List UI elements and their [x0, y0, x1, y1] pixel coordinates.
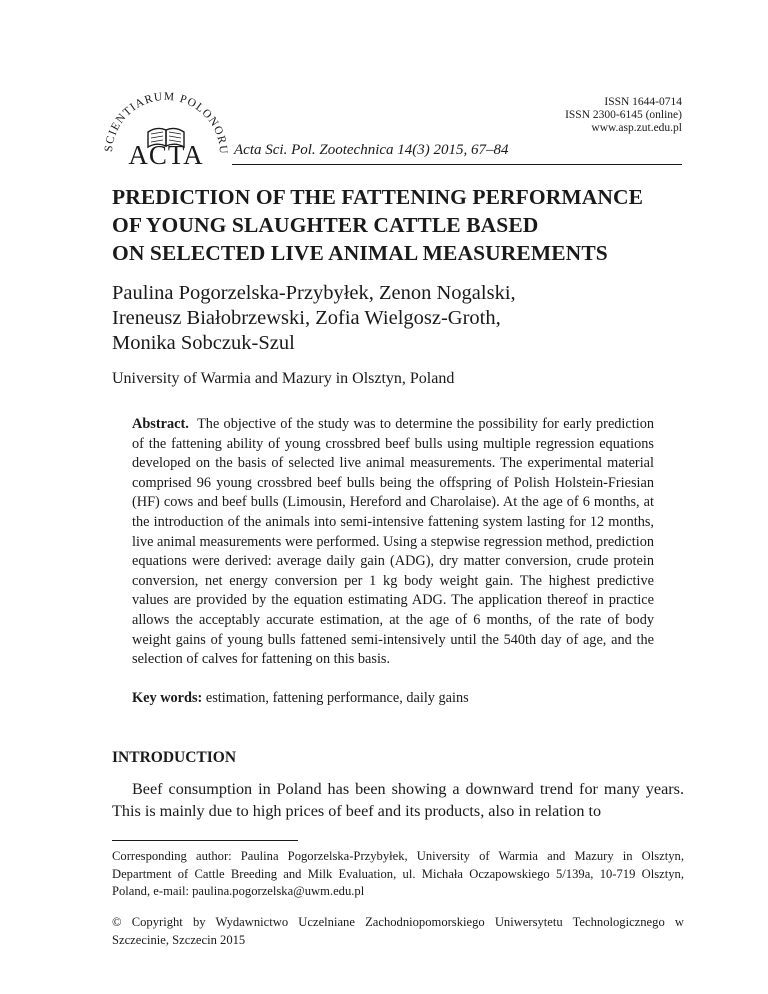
- copyright-notice: © Copyright by Wydawnictwo Uczelniane Zachodniopomorskiego Uniwersytetu Technologicznego w Szczecinie, Szczecin 2015: [112, 915, 684, 947]
- keywords-text: estimation, fattening performance, daily gains: [205, 690, 469, 706]
- author-list: [112, 281, 516, 356]
- journal-citation: Acta Sci. Pol. Zootechnica 14(3) 2015, 67–84: [234, 142, 509, 158]
- abstract: [132, 415, 654, 670]
- issn-online: ISSN 2300-6145 (online): [565, 109, 682, 121]
- title-line: OF YOUNG SLAUGHTER CATTLE BASED: [112, 213, 539, 237]
- introduction-paragraph: Beef consumption in Poland has been showing a downward trend for many years. This is mainly due to high prices of beef and its products, also in relation to: [112, 780, 684, 820]
- header-divider: [232, 164, 682, 165]
- issn-block: [565, 96, 682, 135]
- journal-website[interactable]: www.asp.zut.edu.pl: [591, 122, 682, 134]
- abstract-label: Abstract.: [132, 416, 189, 432]
- corresponding-author-footnote: Corresponding author: Paulina Pogorzelska-Przybyłek, University of Warmia and Mazury in Olsztyn, Department of Cattle Breeding and Milk Evaluation, ul. Michała Oczapowskiego 5/139a, 10-719 Olsztyn, Poland, e-mail: paulina.pogorzelska@uwm.edu.pl: [112, 849, 684, 898]
- title-line: PREDICTION OF THE FATTENING PERFORMANCE: [112, 185, 644, 209]
- svg-text:ACTA: ACTA: [128, 140, 204, 170]
- issn-print: ISSN 1644-0714: [604, 96, 682, 108]
- author-line: Paulina Pogorzelska-Przybyłek, Zenon Nogalski,: [112, 282, 516, 304]
- svg-text:SCIENTIARUM POLONORUM: SCIENTIARUM POLONORUM: [94, 75, 230, 156]
- article-title: [112, 183, 692, 267]
- logo-seal-icon: [94, 75, 232, 170]
- section-heading-introduction: INTRODUCTION: [112, 749, 237, 766]
- author-line: Ireneusz Białobrzewski, Zofia Wielgosz-Groth,: [112, 307, 501, 329]
- abstract-text: The objective of the study was to determine the possibility for early prediction of the fattening ability of young crossbred beef bulls using multiple regression equations developed on the basis of selected live animal measurements. The experimental material comprised 96 young crossbred beef bulls being the offspring of Polish Holstein-Friesian (HF) cows and beef bulls (Limousin, Hereford and Charolaise). At the age of 6 months, at the introduction of the animals into semi-intensive fattening system lasting for 12 months, live animal measurements were performed. Using a stepwise regression method, prediction equations were derived: average daily gain (ADG), dry matter conversion, crude protein conversion, net energy conversion per 1 kg body weight gain. The highest predictive values are provided by the equation estimating ADG. The application thereof in practice allows the acceptably accurate estimation, at the age of 6 months, of the rate of body weight gains of young bulls fattened semi-intensively until the 540th day of age, and the selection of calves for fattening on this basis.: [132, 416, 654, 668]
- keywords-label: Key words:: [132, 690, 203, 706]
- footnote-divider: [112, 840, 298, 841]
- journal-logo: [94, 75, 232, 170]
- title-line: ON SELECTED LIVE ANIMAL MEASUREMENTS: [112, 241, 608, 265]
- author-line: Monika Sobczuk-Szul: [112, 332, 295, 354]
- keywords: [132, 690, 469, 707]
- affiliation: University of Warmia and Mazury in Olsztyn, Poland: [112, 370, 455, 387]
